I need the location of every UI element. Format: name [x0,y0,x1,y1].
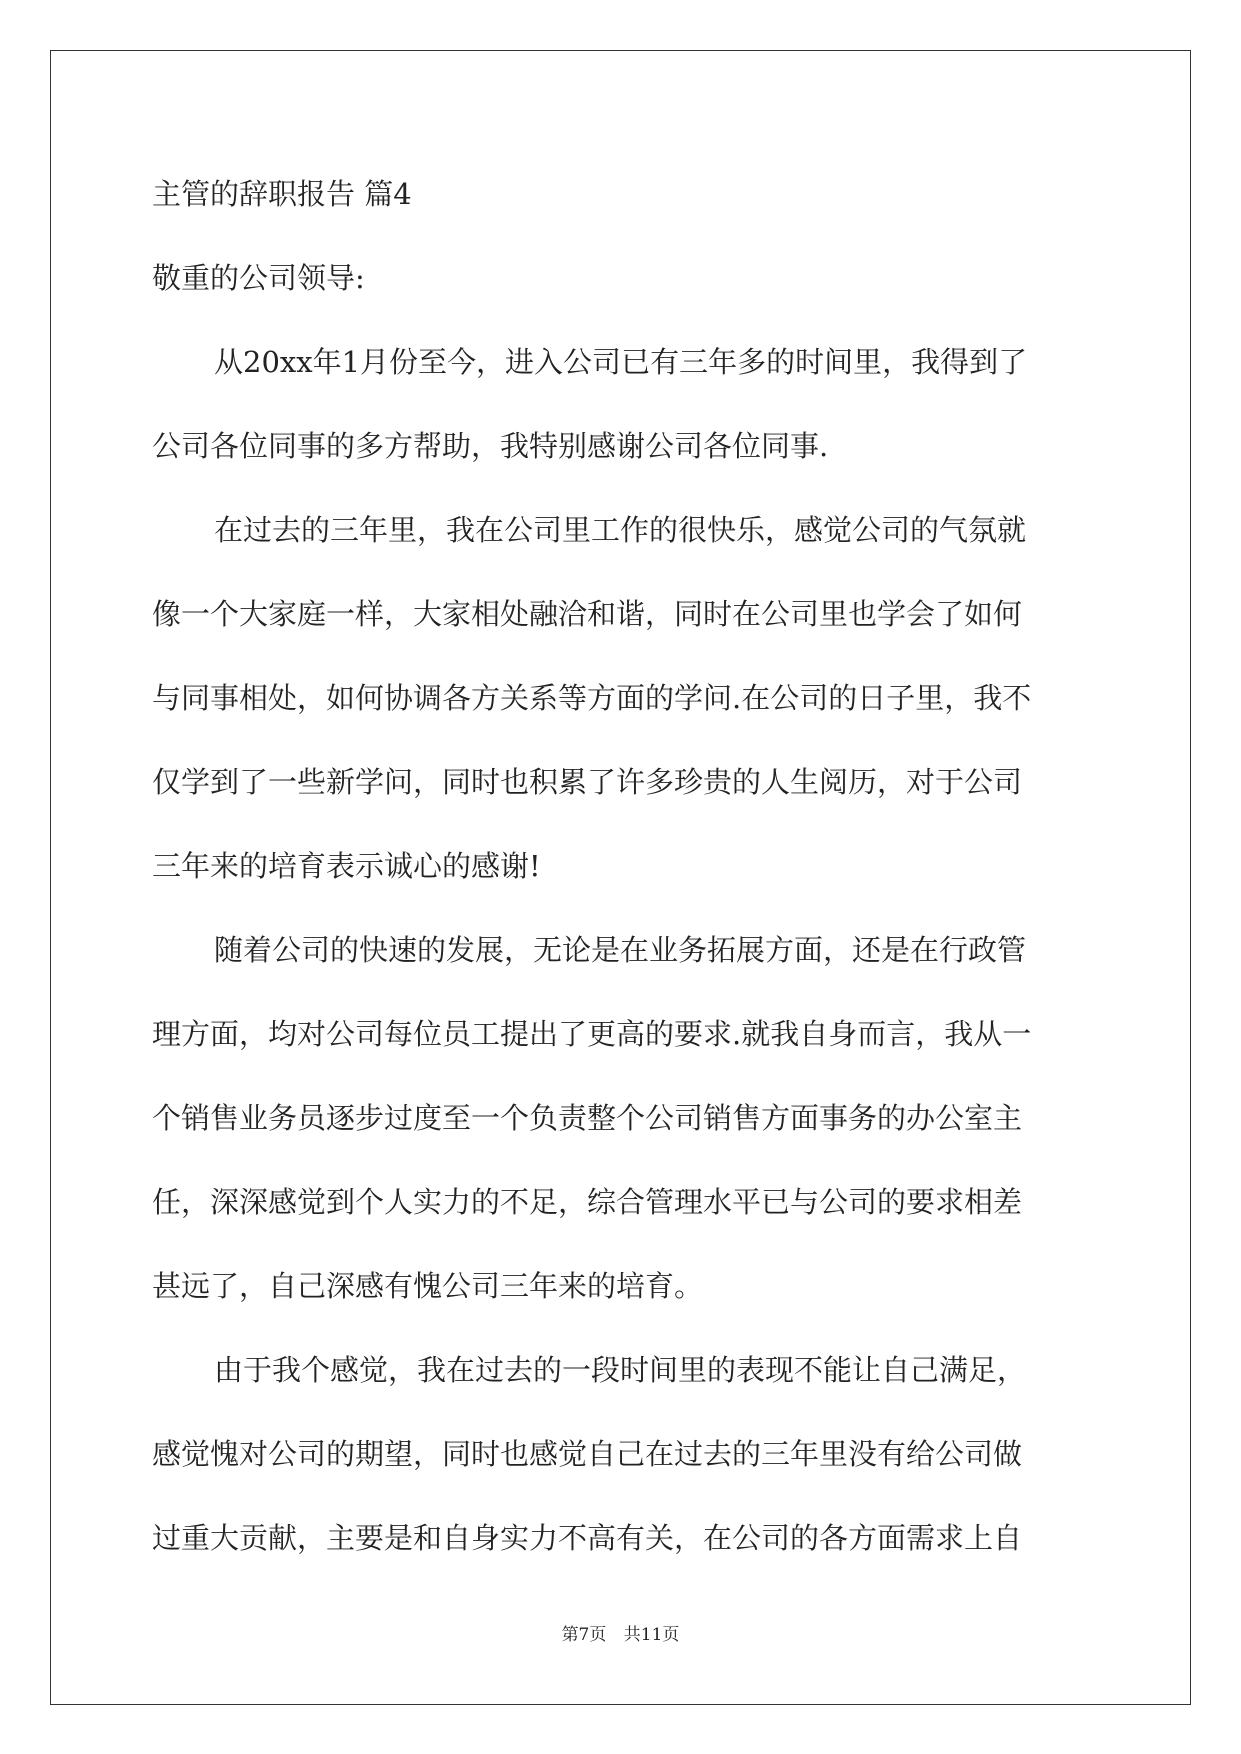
paragraph [152,332,1088,476]
paragraph-line: 与同事相处，如何协调各方关系等方面的学问.在公司的日子里，我不 [152,681,1032,715]
page-number: 第7页 [561,1625,607,1645]
paragraph-line: 理方面，均对公司每位员工提出了更高的要求.就我自身而言，我从一 [152,1017,1032,1051]
paragraph-line: 感觉愧对公司的期望，同时也感觉自己在过去的三年里没有给公司做 [152,1437,1023,1471]
salutation: 敬重的公司领导: [152,261,365,295]
paragraph [152,1340,1088,1568]
paragraph-line: 仅学到了一些新学问，同时也积累了许多珍贵的人生阅历，对于公司 [152,765,1023,799]
document-title: 主管的辞职报告 篇4 [152,177,412,211]
paragraph-line: 随着公司的快速的发展，无论是在业务拓展方面，还是在行政管 [214,933,1027,967]
paragraph-line: 在过去的三年里，我在公司里工作的很快乐，感觉公司的气氛就 [214,513,1027,547]
paragraph-line: 甚远了，自己深感有愧公司三年来的培育。 [152,1269,704,1303]
page-total: 共11页 [623,1625,680,1645]
page-footer [0,1620,1241,1645]
paragraph-line: 任，深深感觉到个人实力的不足，综合管理水平已与公司的要求相差 [152,1185,1023,1219]
paragraph-line: 由于我个感觉，我在过去的一段时间里的表现不能让自己满足， [214,1353,1027,1387]
paragraph-line: 个销售业务员逐步过度至一个负责整个公司销售方面事务的办公室主 [152,1101,1023,1135]
paragraph-line: 三年来的培育表示诚心的感谢! [152,849,541,883]
paragraph-line: 从20xx年1月份至今，进入公司已有三年多的时间里，我得到了 [214,345,1028,379]
paragraph-line: 像一个大家庭一样，大家相处融洽和谐，同时在公司里也学会了如何 [152,597,1023,631]
paragraph [152,500,1088,896]
paragraph-line: 公司各位同事的多方帮助，我特别感谢公司各位同事. [152,429,829,463]
paragraph [152,920,1088,1316]
document-body [152,164,1088,1568]
paragraph-line: 过重大贡献，主要是和自身实力不高有关，在公司的各方面需求上自 [152,1521,1023,1555]
